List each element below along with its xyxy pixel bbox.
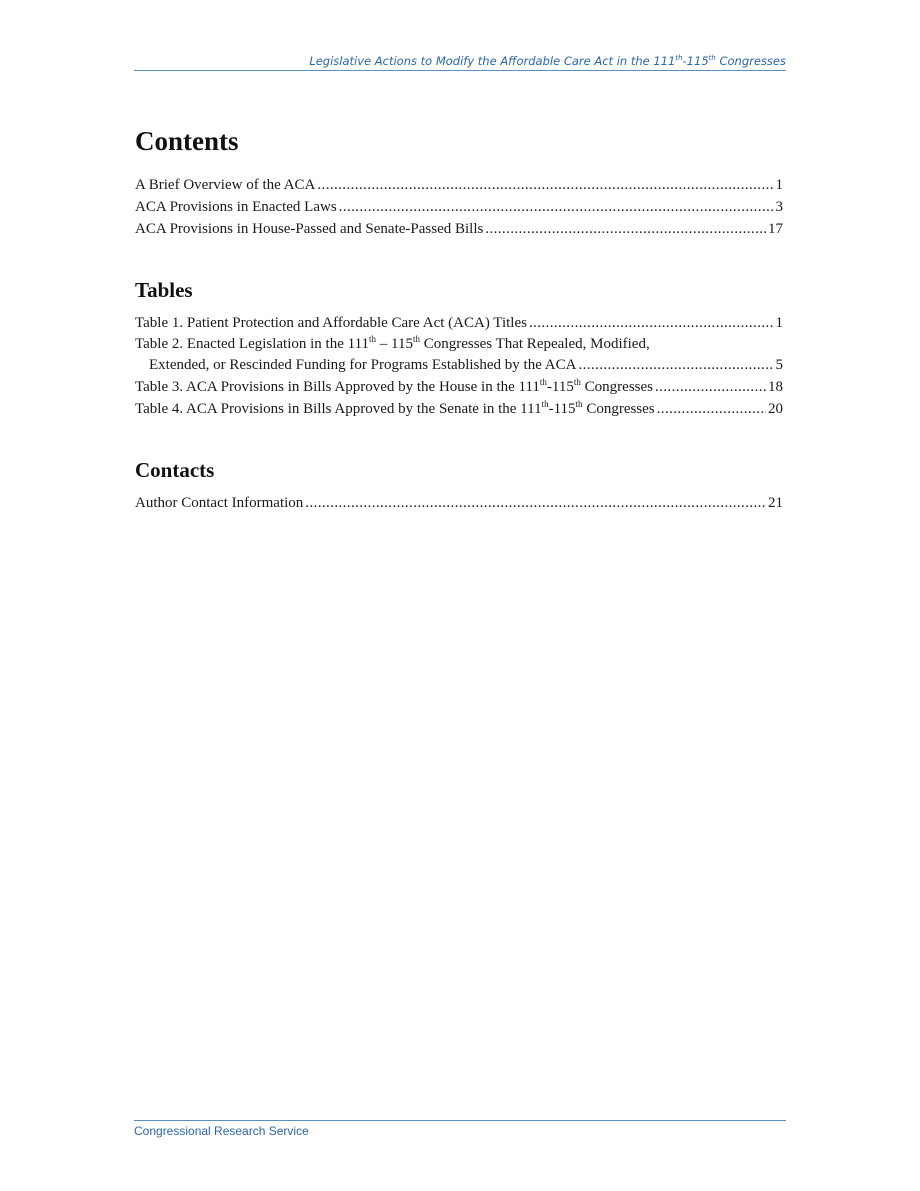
toc-page-number: 5 <box>775 357 783 373</box>
toc-text: – 115 <box>376 336 413 352</box>
dot-leader <box>485 218 766 240</box>
toc-entry-title: Author Contact Information <box>135 495 304 511</box>
footer-text: Congressional Research Service <box>134 1124 309 1138</box>
toc-entry-title: A Brief Overview of the ACA <box>135 177 316 193</box>
toc-text: -115 <box>548 401 576 417</box>
toc-entry-brief-overview[interactable] <box>135 174 783 196</box>
toc-page-number: 20 <box>768 401 783 417</box>
toc-entry-title: Table 1. Patient Protection and Affordable Care Act (ACA) Titles <box>135 315 527 331</box>
header-title-prefix: Legislative Actions to Modify the Affordable Care Act in the 111 <box>309 54 676 68</box>
toc-entry-first-line <box>135 334 783 355</box>
toc-entry-table-4[interactable] <box>135 398 783 420</box>
toc-entry-enacted-laws[interactable] <box>135 196 783 218</box>
header-title-mid: -115 <box>682 54 709 68</box>
dot-leader <box>657 398 766 420</box>
toc-text: Congresses <box>582 401 655 417</box>
toc-entry-table-1[interactable] <box>135 312 783 334</box>
toc-page-number: 17 <box>768 221 783 237</box>
toc-page-number: 18 <box>768 379 783 395</box>
toc-entry-table-3[interactable] <box>135 376 783 398</box>
header-title-suffix: Congresses <box>715 54 786 68</box>
contacts-heading: Contacts <box>135 458 215 482</box>
toc-entry-passed-bills[interactable] <box>135 218 783 240</box>
toc-text: Table 3. ACA Provisions in Bills Approved by the House in the 111 <box>135 379 540 395</box>
superscript: th <box>539 377 547 387</box>
toc-entry-title <box>135 376 653 398</box>
toc-entry-title: ACA Provisions in House-Passed and Senate-Passed Bills <box>135 221 484 237</box>
toc-text: Table 4. ACA Provisions in Bills Approved by the Senate in the 111 <box>135 401 542 417</box>
dot-leader <box>655 376 766 398</box>
superscript: th <box>575 399 583 409</box>
superscript: th <box>541 399 549 409</box>
dot-leader <box>317 174 773 196</box>
dot-leader <box>305 492 766 514</box>
contents-list <box>135 174 783 240</box>
dot-leader <box>578 355 773 376</box>
toc-text: Extended, or Rescinded Funding for Programs Established by the ACA <box>149 357 577 373</box>
tables-heading: Tables <box>135 278 193 302</box>
toc-page-number: 1 <box>775 315 783 331</box>
toc-text: Table 2. Enacted Legislation in the 111 <box>135 336 370 352</box>
running-footer <box>134 1120 786 1138</box>
toc-entry-table-2[interactable] <box>135 334 783 376</box>
toc-entry-title <box>135 398 655 420</box>
header-sup-1: th <box>675 54 683 63</box>
toc-text: Congresses <box>580 379 653 395</box>
header-sup-2: th <box>708 54 716 63</box>
toc-entry-second-line <box>135 355 783 376</box>
tables-list <box>135 312 783 420</box>
toc-page-number: 1 <box>775 177 783 193</box>
dot-leader <box>339 196 774 218</box>
toc-entry-author-contact[interactable] <box>135 492 783 514</box>
superscript: th <box>369 334 377 344</box>
toc-text: -115 <box>546 379 574 395</box>
dot-leader <box>529 312 774 334</box>
contacts-list <box>135 492 783 514</box>
toc-entry-title: ACA Provisions in Enacted Laws <box>135 199 337 215</box>
superscript: th <box>573 377 581 387</box>
toc-page-number: 3 <box>775 199 783 215</box>
toc-page-number: 21 <box>768 495 783 511</box>
toc-text: Congresses That Repealed, Modified, <box>420 336 650 352</box>
contents-heading: Contents <box>135 126 239 156</box>
running-header <box>134 54 786 71</box>
superscript: th <box>413 334 421 344</box>
